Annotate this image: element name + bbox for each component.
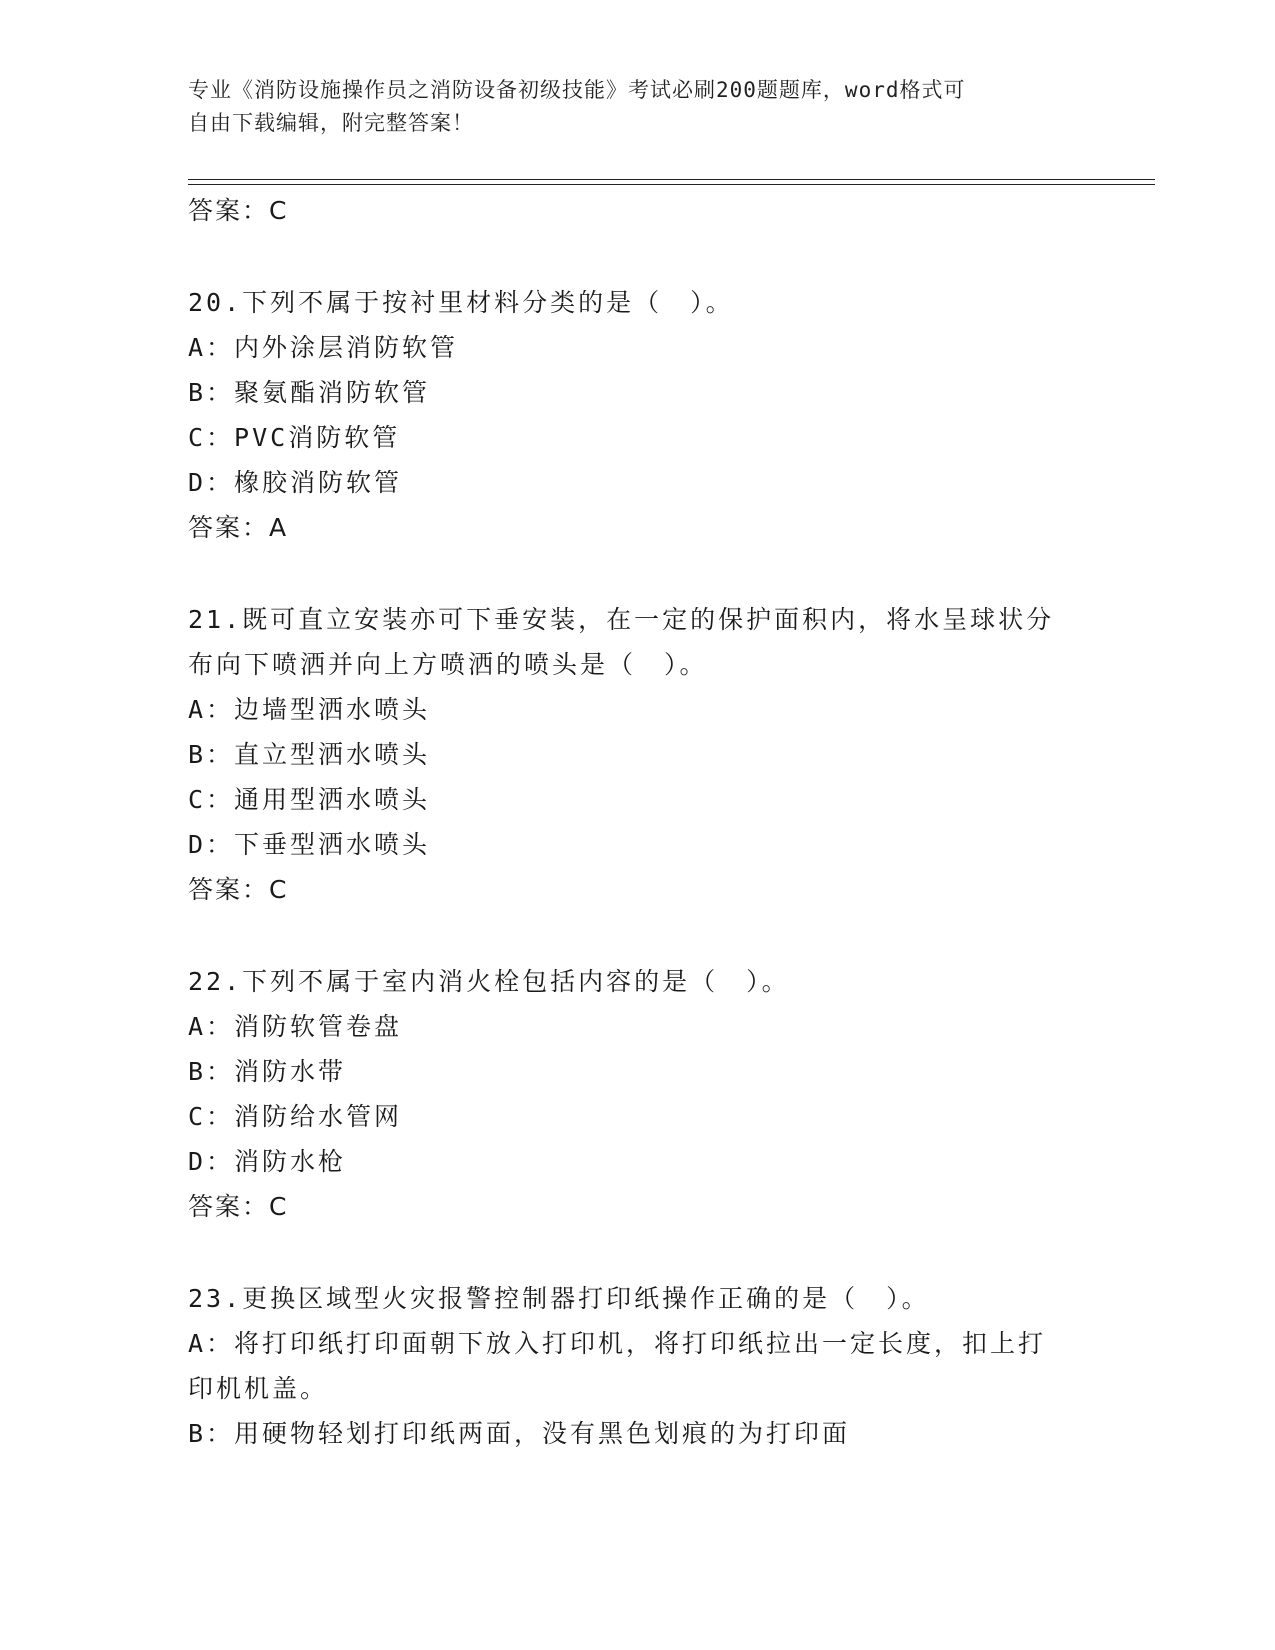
option-c: C：消防给水管网 xyxy=(188,1102,403,1131)
option-b: B：消防水带 xyxy=(188,1057,347,1086)
option-b: B：直立型洒水喷头 xyxy=(188,740,431,769)
option-b: B：用硬物轻划打印纸两面，没有黑色划痕的为打印面 xyxy=(188,1419,851,1448)
option-a-line-1: A：将打印纸打印面朝下放入打印机，将打印纸拉出一定长度，扣上打 xyxy=(188,1329,1047,1358)
option-b: B：聚氨酯消防软管 xyxy=(188,378,431,407)
header-rule-bottom xyxy=(188,184,1155,185)
option-d: D：消防水枪 xyxy=(188,1147,347,1176)
spacer xyxy=(188,233,1088,280)
header-line-1: 专业《消防设施操作员之消防设备初级技能》考试必刷200题题库，word格式可 xyxy=(188,78,966,102)
question-stem: 20.下列不属于按衬里材料分类的是（ ）。 xyxy=(188,288,734,317)
question-stem-line-2: 布向下喷洒并向上方喷洒的喷头是（ ）。 xyxy=(188,650,708,679)
option-a: A：边墙型洒水喷头 xyxy=(188,695,431,724)
answer-line: 答案：C xyxy=(188,1192,289,1221)
header-line-2: 自由下载编辑，附完整答案！ xyxy=(188,111,474,135)
spacer xyxy=(188,550,1088,597)
option-d: D：下垂型洒水喷头 xyxy=(188,830,431,859)
option-a: A：消防软管卷盘 xyxy=(188,1012,403,1041)
option-c: C：PVC消防软管 xyxy=(188,423,401,452)
option-a: A：内外涂层消防软管 xyxy=(188,333,459,362)
question-22 xyxy=(188,959,1088,1229)
answer-line: 答案：A xyxy=(188,513,289,542)
question-stem-line-1: 21.既可直立安装亦可下垂安装，在一定的保护面积内，将水呈球状分 xyxy=(188,605,1055,634)
answer-line: 答案：C xyxy=(188,875,289,904)
question-stem: 23.更换区域型火灾报警控制器打印纸操作正确的是（ ）。 xyxy=(188,1284,930,1313)
spacer xyxy=(188,1229,1088,1276)
header-rule-top xyxy=(188,179,1155,180)
question-23 xyxy=(188,1276,1088,1456)
document-header xyxy=(188,74,1068,140)
option-d: D：橡胶消防软管 xyxy=(188,468,403,497)
document-body xyxy=(188,188,1088,1456)
question-stem: 22.下列不属于室内消火栓包括内容的是（ ）。 xyxy=(188,967,790,996)
spacer xyxy=(188,912,1088,959)
answer-line: 答案：C xyxy=(188,196,289,225)
option-c: C：通用型洒水喷头 xyxy=(188,785,431,814)
question-21 xyxy=(188,597,1088,912)
question-20 xyxy=(188,280,1088,550)
option-a-line-2: 印机机盖。 xyxy=(188,1374,329,1403)
